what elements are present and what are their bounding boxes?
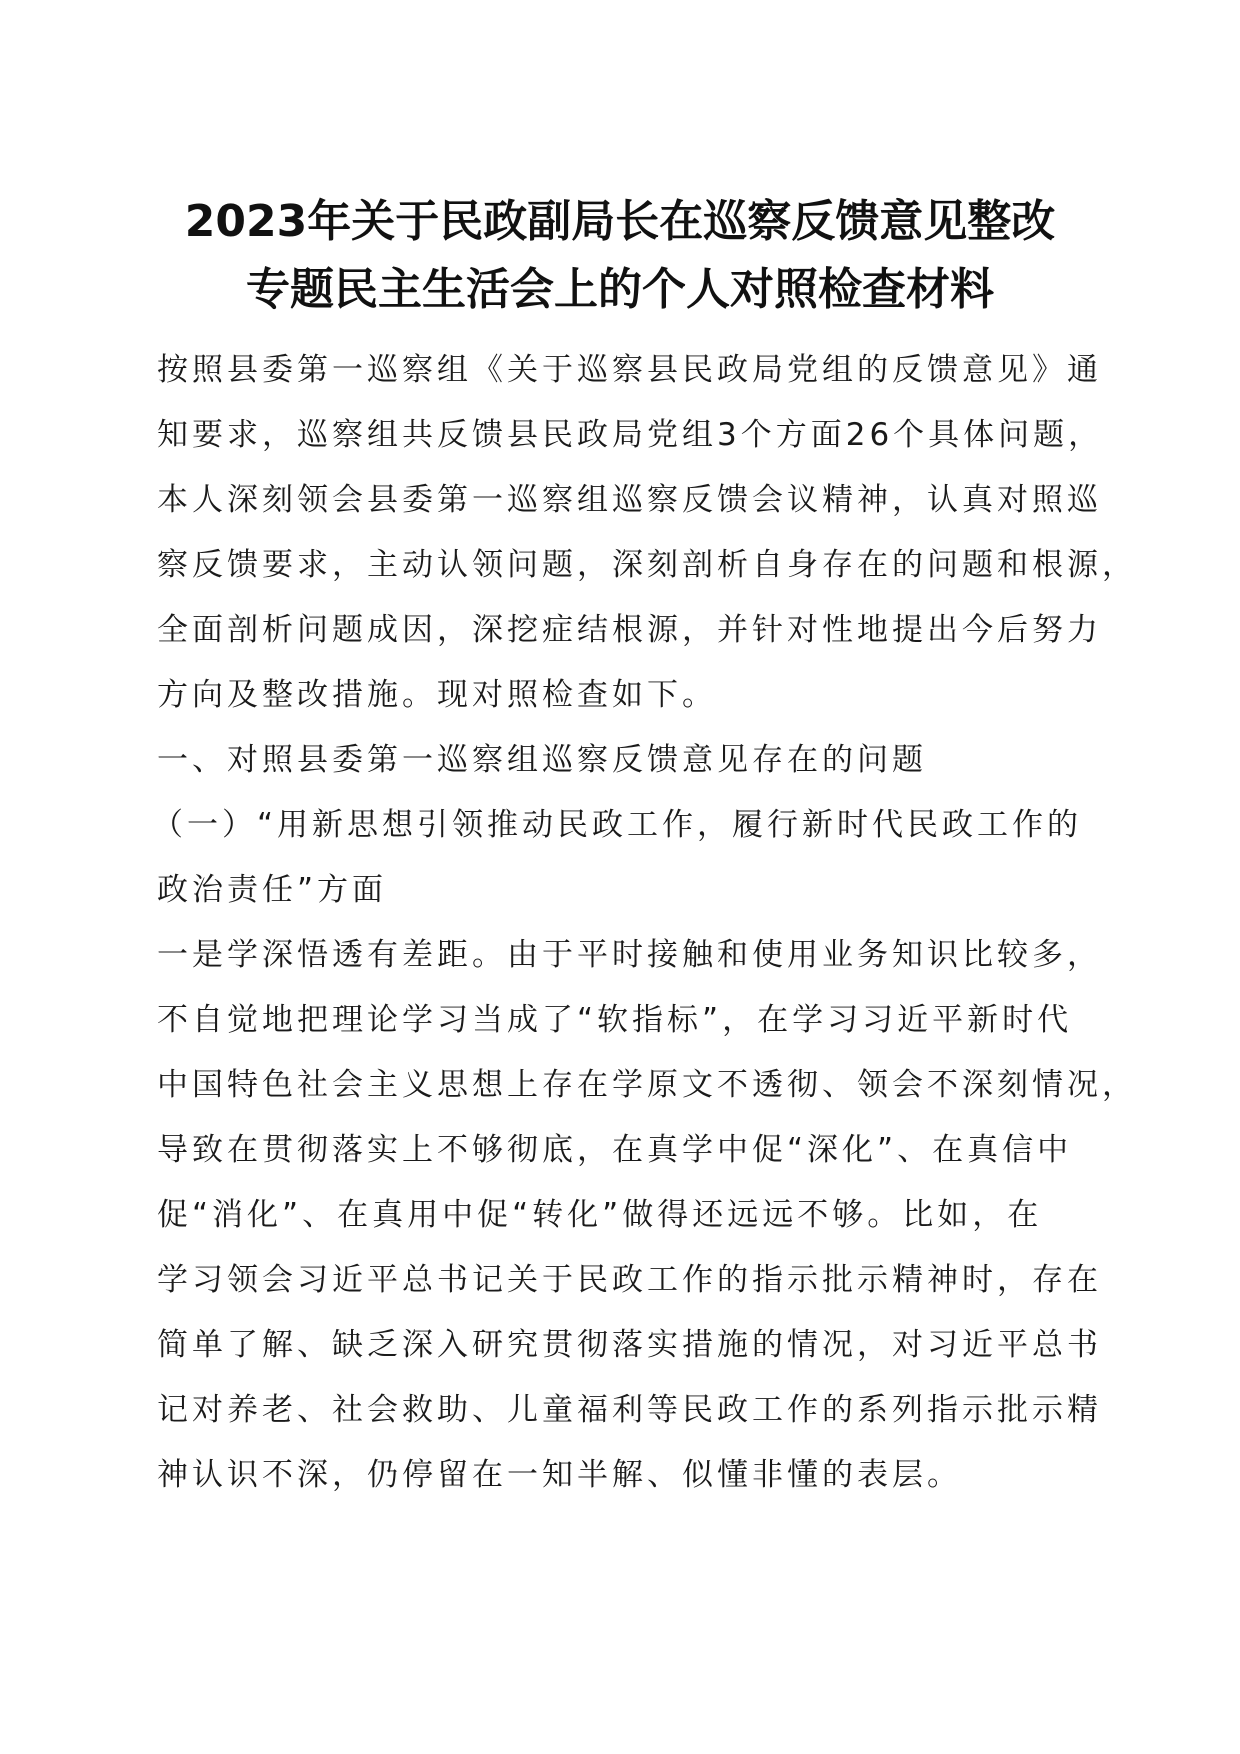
point-1-line-7: 简单了解、缺乏深入研究贯彻落实措施的情况，对习近平总书 [157,1327,1102,1363]
document-title-line-2: 专题民主生活会上的个人对照检查材料 [246,264,994,315]
subsection-heading-line-2: 政治责任”方面 [157,872,388,908]
intro-line-2: 知要求，巡察组共反馈县民政局党组3个方面26个具体问题， [157,417,1104,453]
point-1-line-6: 学习领会习近平总书记关于民政工作的指示批示精神时，存在 [157,1262,1102,1298]
point-1-line-1: 一是学深悟透有差距。由于平时接触和使用业务知识比较多， [157,937,1102,973]
point-1-line-3: 中国特色社会主义思想上存在学原文不透彻、领会不深刻情况， [157,1067,1137,1103]
document-title-line-1: 2023年关于民政副局长在巡察反馈意见整改 [184,196,1056,247]
point-1-line-4: 导致在贯彻落实上不够彻底，在真学中促“深化”、在真信中 [157,1132,1073,1168]
section-heading-1: 一、对照县委第一巡察组巡察反馈意见存在的问题 [157,742,927,778]
point-1-line-2: 不自觉地把理论学习当成了“软指标”，在学习习近平新时代 [157,1002,1073,1038]
intro-line-3: 本人深刻领会县委第一巡察组巡察反馈会议精神，认真对照巡 [157,482,1102,518]
intro-line-1: 按照县委第一巡察组《关于巡察县民政局党组的反馈意见》通 [157,352,1102,388]
point-1-line-8: 记对养老、社会救助、儿童福利等民政工作的系列指示批示精 [157,1392,1102,1428]
point-1-line-5: 促“消化”、在真用中促“转化”做得还远远不够。比如，在 [157,1197,1043,1233]
intro-line-5: 全面剖析问题成因，深挖症结根源，并针对性地提出今后努力 [157,612,1102,648]
intro-line-6: 方向及整改措施。现对照检查如下。 [157,677,717,713]
intro-line-4: 察反馈要求，主动认领问题，深刻剖析自身存在的问题和根源， [157,547,1137,583]
point-1-line-9: 神认识不深，仍停留在一知半解、似懂非懂的表层。 [157,1457,962,1493]
subsection-heading-line-1: （一）“用新思想引领推动民政工作，履行新时代民政工作的 [152,807,1083,843]
